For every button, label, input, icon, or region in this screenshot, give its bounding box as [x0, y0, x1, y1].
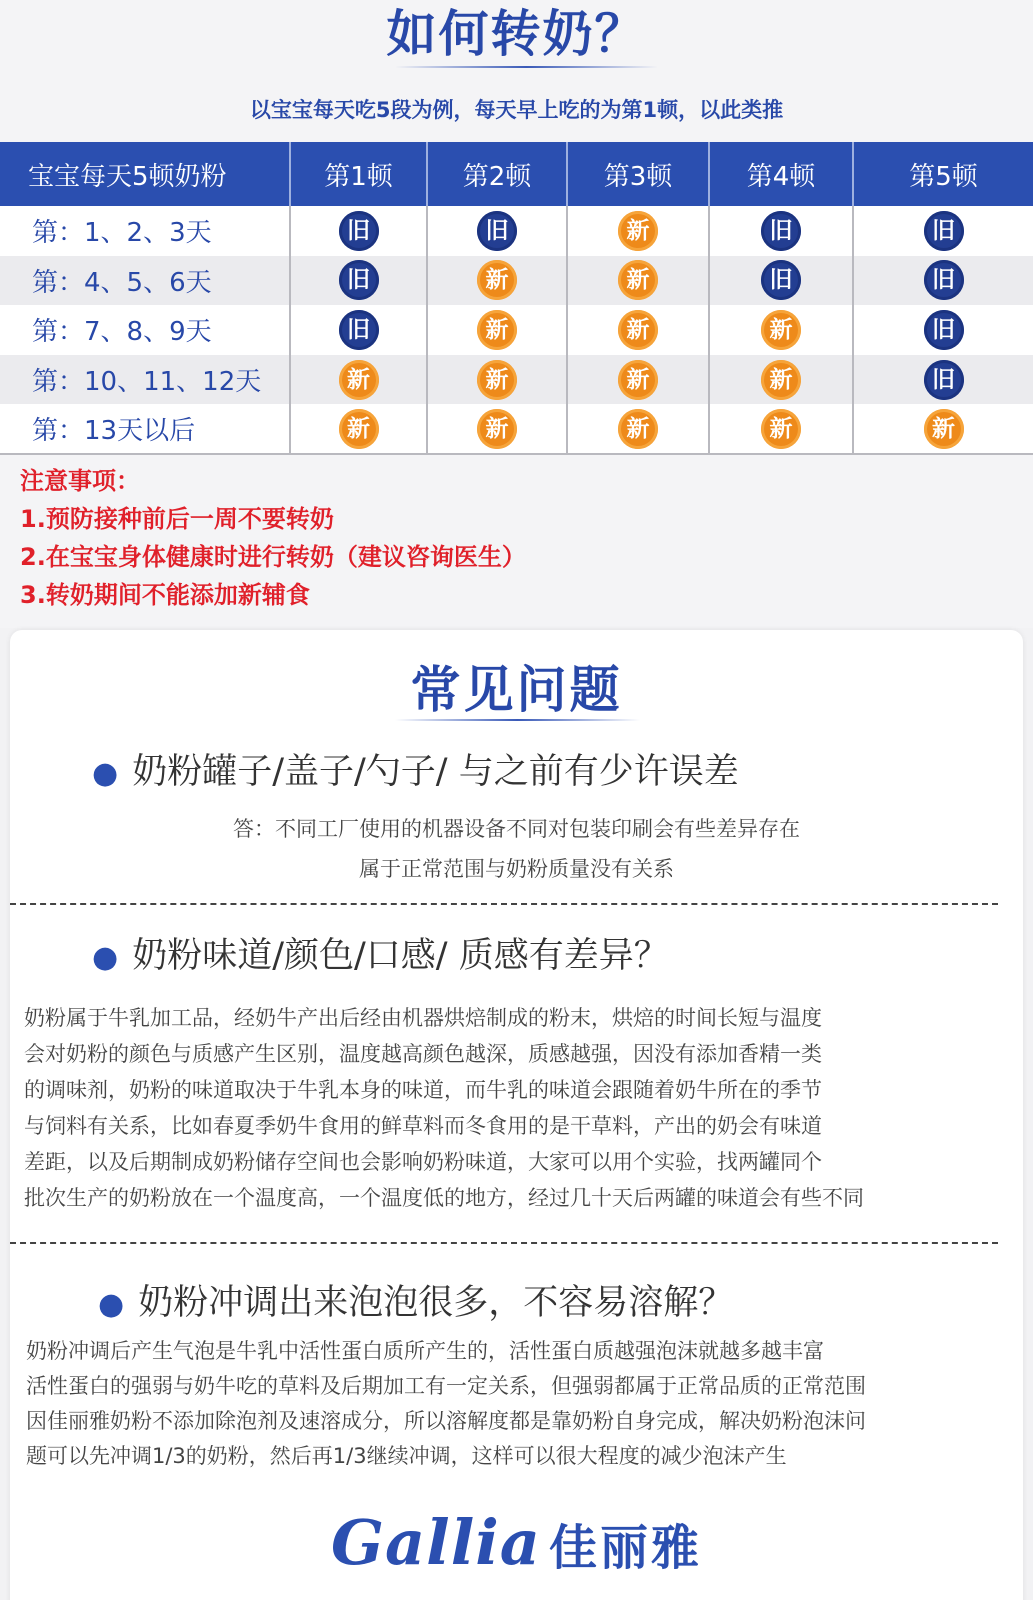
old-formula-badge: 旧 [477, 211, 517, 251]
day-range-cell: 第：1、2、3天 [0, 206, 290, 256]
day-range-cell: 第：13天以后 [0, 404, 290, 454]
faq-answer-line: 批次生产的奶粉放在一个温度高，一个温度低的地方，经过几十天后两罐的味道会有些不同 [24, 1186, 864, 1210]
meal-cell [290, 355, 427, 405]
meal-cell [567, 256, 709, 306]
title-underline [395, 66, 658, 68]
table-row [0, 206, 1033, 256]
note-item: 3.转奶期间不能添加新辅食 [20, 581, 310, 609]
new-formula-badge: 新 [339, 409, 379, 449]
meal-cell [427, 305, 567, 355]
faq-answer-line: 题可以先冲调1/3的奶粉，然后再1/3继续冲调，这样可以很大程度的减少泡沫产生 [26, 1444, 787, 1468]
meal-cell [290, 206, 427, 256]
meal-cell [567, 206, 709, 256]
faq-question-3 [98, 1275, 733, 1325]
dashed-divider [10, 1242, 998, 1244]
faq-answer-line: 奶粉冲调后产生气泡是牛乳中活性蛋白质所产生的，活性蛋白质越强泡沫就越多越丰富 [26, 1339, 824, 1363]
meal-cell [853, 206, 1033, 256]
new-formula-badge: 新 [618, 260, 658, 300]
old-formula-badge: 旧 [924, 310, 964, 350]
bullet-icon: ● [92, 756, 119, 791]
question-text: 奶粉罐子/盖子/勺子/ 与之前有少许误差 [132, 752, 739, 792]
brand-logo [0, 1506, 1033, 1579]
day-range-cell: 第：4、5、6天 [0, 256, 290, 306]
meal-cell [567, 404, 709, 454]
meal-cell [709, 404, 853, 454]
table-row [0, 404, 1033, 454]
new-formula-badge: 新 [618, 409, 658, 449]
meal-cell [709, 305, 853, 355]
day-range-cell: 第：10、11、12天 [0, 355, 290, 405]
col-header-days: 宝宝每天5顿奶粉 [0, 142, 290, 206]
meal-cell [709, 355, 853, 405]
faq-title: 常见问题 [410, 661, 623, 719]
faq-answer-3 [26, 1334, 866, 1474]
question-text: 奶粉味道/颜色/口感/ 质感有差异？ [132, 936, 669, 976]
note-item: 1.预防接种前后一周不要转奶 [20, 505, 334, 533]
faq-answer-line: 因佳丽雅奶粉不添加除泡剂及速溶成分，所以溶解度都是靠奶粉自身完成，解决奶粉泡沫问 [26, 1409, 866, 1433]
col-header-meal-2: 第2顿 [427, 142, 567, 206]
faq-question-1 [92, 744, 739, 794]
col-header-meal-1: 第1顿 [290, 142, 427, 206]
old-formula-badge: 旧 [339, 211, 379, 251]
meal-cell [709, 256, 853, 306]
new-formula-badge: 新 [618, 360, 658, 400]
notes-section [20, 462, 526, 614]
faq-answer-line: 属于正常范围与奶粉质量没有关系 [359, 857, 674, 881]
notes-heading: 注意事项： [20, 467, 140, 495]
page-subtitle: 以宝宝每天吃5段为例，每天早上吃的为第1顿，以此类推 [249, 98, 784, 122]
old-formula-badge: 旧 [761, 260, 801, 300]
old-formula-badge: 旧 [339, 260, 379, 300]
meal-cell [853, 256, 1033, 306]
day-range-cell: 第：7、8、9天 [0, 305, 290, 355]
meal-cell [853, 355, 1033, 405]
col-header-meal-4: 第4顿 [709, 142, 853, 206]
dashed-divider [10, 903, 998, 905]
meal-cell [290, 404, 427, 454]
meal-cell [709, 206, 853, 256]
new-formula-badge: 新 [761, 409, 801, 449]
new-formula-badge: 新 [339, 360, 379, 400]
faq-title-underline [395, 719, 640, 721]
meal-cell [853, 305, 1033, 355]
meal-cell [290, 305, 427, 355]
meal-cell [567, 355, 709, 405]
meal-cell [853, 404, 1033, 454]
brand-name-cn: 佳丽雅 [548, 1520, 702, 1576]
col-header-meal-5: 第5顿 [853, 142, 1033, 206]
new-formula-badge: 新 [761, 310, 801, 350]
meal-cell [427, 206, 567, 256]
meal-cell [427, 256, 567, 306]
faq-answer-line: 差距，以及后期制成奶粉储存空间也会影响奶粉味道，大家可以用个实验，找两罐同个 [24, 1150, 822, 1174]
new-formula-badge: 新 [761, 360, 801, 400]
meal-cell [567, 305, 709, 355]
faq-answer-line: 会对奶粉的颜色与质感产生区别，温度越高颜色越深，质感越强，因没有添加香精一类 [24, 1042, 822, 1066]
faq-answer-line: 的调味剂，奶粉的味道取决于牛乳本身的味道，而牛乳的味道会跟随着奶牛所在的季节 [24, 1078, 822, 1102]
col-header-meal-3: 第3顿 [567, 142, 709, 206]
old-formula-badge: 旧 [924, 260, 964, 300]
page-title: 如何转奶？ [386, 5, 647, 63]
faq-question-2 [92, 928, 669, 978]
new-formula-badge: 新 [477, 260, 517, 300]
faq-answer-line: 奶粉属于牛乳加工品，经奶牛产出后经由机器烘焙制成的粉末，烘焙的时间长短与温度 [24, 1006, 822, 1030]
faq-answer-2 [24, 1000, 864, 1216]
old-formula-badge: 旧 [924, 211, 964, 251]
note-item: 2.在宝宝身体健康时进行转奶（建议咨询医生） [20, 543, 526, 571]
meal-cell [290, 256, 427, 306]
new-formula-badge: 新 [477, 310, 517, 350]
new-formula-badge: 新 [618, 310, 658, 350]
old-formula-badge: 旧 [339, 310, 379, 350]
bullet-icon: ● [92, 940, 119, 975]
faq-answer-line: 答：不同工厂使用的机器设备不同对包装印刷会有些差异存在 [233, 817, 800, 841]
new-formula-badge: 新 [618, 211, 658, 251]
table-row [0, 256, 1033, 306]
table-header-row [0, 142, 1033, 206]
meal-cell [427, 355, 567, 405]
new-formula-badge: 新 [477, 409, 517, 449]
bullet-icon: ● [98, 1287, 125, 1322]
faq-answer-line: 与饲料有关系，比如春夏季奶牛食用的鲜草料而冬食用的是干草料，产出的奶会有味道 [24, 1114, 822, 1138]
transition-schedule-table [0, 142, 1033, 455]
table-body [0, 206, 1033, 454]
new-formula-badge: 新 [477, 360, 517, 400]
question-text: 奶粉冲调出来泡泡很多，不容易溶解？ [138, 1283, 734, 1323]
meal-cell [427, 404, 567, 454]
table-row [0, 305, 1033, 355]
old-formula-badge: 旧 [924, 360, 964, 400]
old-formula-badge: 旧 [761, 211, 801, 251]
brand-name-en: Gallia [331, 1506, 541, 1579]
table-row [0, 355, 1033, 405]
new-formula-badge: 新 [924, 409, 964, 449]
faq-answer-line: 活性蛋白的强弱与奶牛吃的草料及后期加工有一定关系，但强弱都属于正常品质的正常范围 [26, 1374, 866, 1398]
